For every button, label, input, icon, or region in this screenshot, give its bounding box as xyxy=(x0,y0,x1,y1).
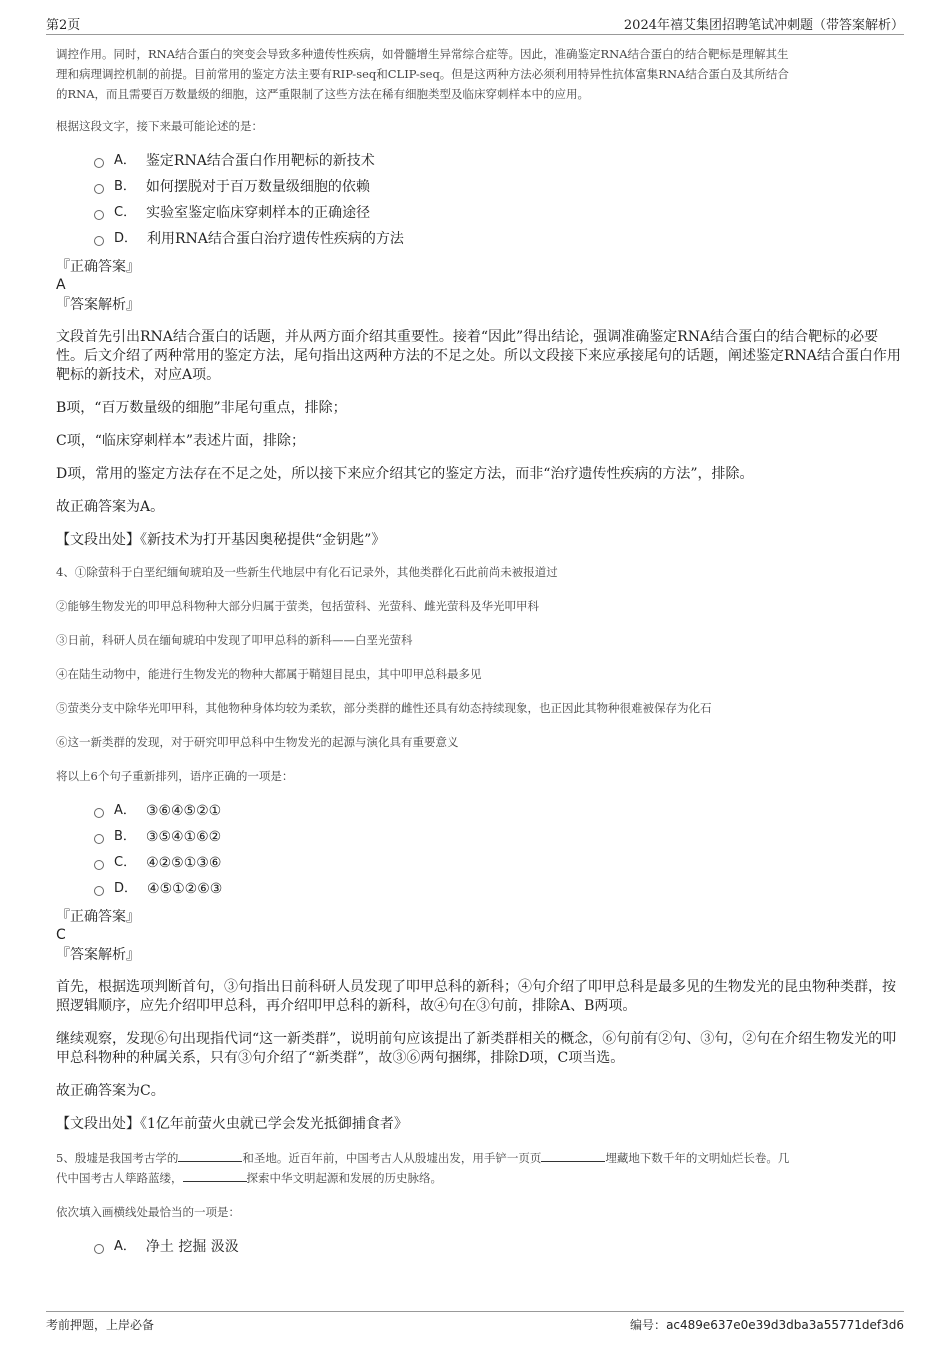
option-c[interactable]: C． 实验室鉴定临床穿刺样本的正确途径 xyxy=(94,200,904,226)
analysis-paragraph: 继续观察，发现⑥句出现指代词“这一新类群”，说明前句应该提出了新类群相关的概念，⑥句前有②句、③句，②句在介绍生物发光的叩甲总科物种的种属关系，只有③句介绍了“新类群”，故③⑥两句捆绑，排除D项，C项当选。 xyxy=(56,1031,897,1066)
analysis-paragraph: C项，“临床穿刺样本”表述片面，排除； xyxy=(56,433,306,449)
fill-blank xyxy=(183,1169,247,1182)
analysis-paragraph: B项，“百万数量级的细胞”非尾句重点，排除； xyxy=(56,400,347,416)
option-c[interactable]: C． ④②⑤①③⑥ xyxy=(94,850,904,876)
option-a[interactable]: A． 净土 挖掘 汲汲 xyxy=(94,1234,904,1260)
option-a[interactable]: A． ③⑥④⑤②① xyxy=(94,798,904,824)
option-b[interactable]: B． 如何摆脱对于百万数量级细胞的依赖 xyxy=(94,174,904,200)
sentence: ⑥这一新类群的发现，对于研究叩甲总科中生物发光的起源与演化具有重要意义 xyxy=(56,735,459,749)
analysis-paragraph: D项，常用的鉴定方法存在不足之处，所以接下来应介绍其它的鉴定方法，而非“治疗遗传性疾病的方法”，排除。 xyxy=(56,466,754,482)
radio-icon[interactable] xyxy=(94,886,104,896)
question-5-line: 5、殷墟是我国考古学的 和圣地。近百年前，中国考古人从殷墟出发，用手铲一页页 埋藏地下数千年的文明灿烂长卷。几 xyxy=(56,1151,790,1165)
option-d[interactable]: D． ④⑤①②⑥③ xyxy=(94,876,904,902)
analysis-label: 『答案解析』 xyxy=(56,947,140,963)
radio-icon[interactable] xyxy=(94,158,104,168)
question-prompt: 依次填入画横线处最恰当的一项是： xyxy=(56,1205,240,1219)
question-5-line: 代中国考古人筚路蓝缕， 探索中华文明起源和发展的历史脉络。 xyxy=(56,1171,442,1185)
page-number: 第2页 xyxy=(46,18,81,33)
sentence: ③日前，科研人员在缅甸琥珀中发现了叩甲总科的新科——白垩光萤科 xyxy=(56,633,413,647)
radio-icon[interactable] xyxy=(94,860,104,870)
analysis-label: 『答案解析』 xyxy=(56,297,140,313)
passage-line: 调控作用。同时，RNA结合蛋白的突变会导致多种遗传性疾病，如骨髓增生异常综合症等。因此，准确鉴定RNA结合蛋白的结合靶标是理解其生 xyxy=(56,47,789,61)
answer-label: 『正确答案』 xyxy=(56,909,140,925)
analysis-paragraph: 故正确答案为C。 xyxy=(56,1083,165,1099)
option-d[interactable]: D． 利用RNA结合蛋白治疗遗传性疾病的方法 xyxy=(94,226,904,252)
analysis-paragraph: 文段首先引出RNA结合蛋白的话题，并从两方面介绍其重要性。接着“因此”得出结论，强调准确鉴定RNA结合蛋白的结合靶标的必要性。后文介绍了两种常用的鉴定方法，尾句指出这两种方法的不足之处。所以文段接下来应承接尾句的话题，阐述鉴定RNA结合蛋白作用靶标的新技术，对应A项。 xyxy=(56,329,901,383)
fill-blank xyxy=(541,1149,605,1162)
page-footer xyxy=(46,1311,904,1336)
radio-icon[interactable] xyxy=(94,210,104,220)
radio-icon[interactable] xyxy=(94,184,104,194)
footer-slogan: 考前押题，上岸必备 xyxy=(46,1318,155,1332)
radio-icon[interactable] xyxy=(94,834,104,844)
sentence: ②能够生物发光的叩甲总科物种大部分归属于萤类，包括萤科、光萤科、雌光萤科及华光叩甲科 xyxy=(56,599,539,613)
sentence: ④在陆生动物中，能进行生物发光的物种大都属于鞘翅目昆虫，其中叩甲总科最多见 xyxy=(56,667,482,681)
page-header xyxy=(46,12,904,35)
radio-icon[interactable] xyxy=(94,808,104,818)
question-prompt: 将以上6个句子重新排列，语序正确的一项是： xyxy=(56,769,294,783)
main-content xyxy=(56,44,904,1266)
question-prompt: 根据这段文字，接下来最可能论述的是： xyxy=(56,119,263,133)
source-citation: 【文段出处】《新技术为打开基因奥秘提供“金钥匙”》 xyxy=(56,532,386,548)
passage-line: 的RNA，而且需要百万数量级的细胞，这严重限制了这些方法在稀有细胞类型及临床穿刺样本中的应用。 xyxy=(56,87,590,101)
radio-icon[interactable] xyxy=(94,236,104,246)
passage-line: 理和病理调控机制的前提。目前常用的鉴定方法主要有RIP-seq和CLIP-seq。但是这两种方法必须利用特异性抗体富集RNA结合蛋白及其所结合 xyxy=(56,67,789,81)
document-code: 编号：ac489e637e0e39d3dba3a55771def3d6 xyxy=(630,1318,904,1332)
answer-value: A xyxy=(56,277,66,293)
analysis-paragraph: 首先，根据选项判断首句，③句指出日前科研人员发现了叩甲总科的新科；④句介绍了叩甲总科是最多见的生物发光的昆虫物种类群，按照逻辑顺序，应先介绍叩甲总科，再介绍叩甲总科的新科，故④句在③句前，排除A、B两项。 xyxy=(56,979,896,1014)
answer-label: 『正确答案』 xyxy=(56,259,140,275)
option-list xyxy=(94,148,904,252)
sentence: 4、①除萤科于白垩纪缅甸琥珀及一些新生代地层中有化石记录外，其他类群化石此前尚未被报道过 xyxy=(56,565,558,579)
option-b[interactable]: B． ③⑤④①⑥② xyxy=(94,824,904,850)
radio-icon[interactable] xyxy=(94,1244,104,1254)
option-list xyxy=(94,798,904,902)
document-title: 2024年禧艾集团招聘笔试冲刺题（带答案解析） xyxy=(623,18,904,33)
sentence: ⑤萤类分支中除华光叩甲科，其他物种身体均较为柔软，部分类群的雌性还具有幼态持续现象，也正因此其物种很难被保存为化石 xyxy=(56,701,712,715)
fill-blank xyxy=(178,1149,242,1162)
option-a[interactable]: A． 鉴定RNA结合蛋白作用靶标的新技术 xyxy=(94,148,904,174)
option-list xyxy=(94,1234,904,1260)
analysis-paragraph: 故正确答案为A。 xyxy=(56,499,165,515)
source-citation: 【文段出处】《1亿年前萤火虫就已学会发光抵御捕食者》 xyxy=(56,1116,408,1132)
answer-value: C xyxy=(56,927,66,943)
